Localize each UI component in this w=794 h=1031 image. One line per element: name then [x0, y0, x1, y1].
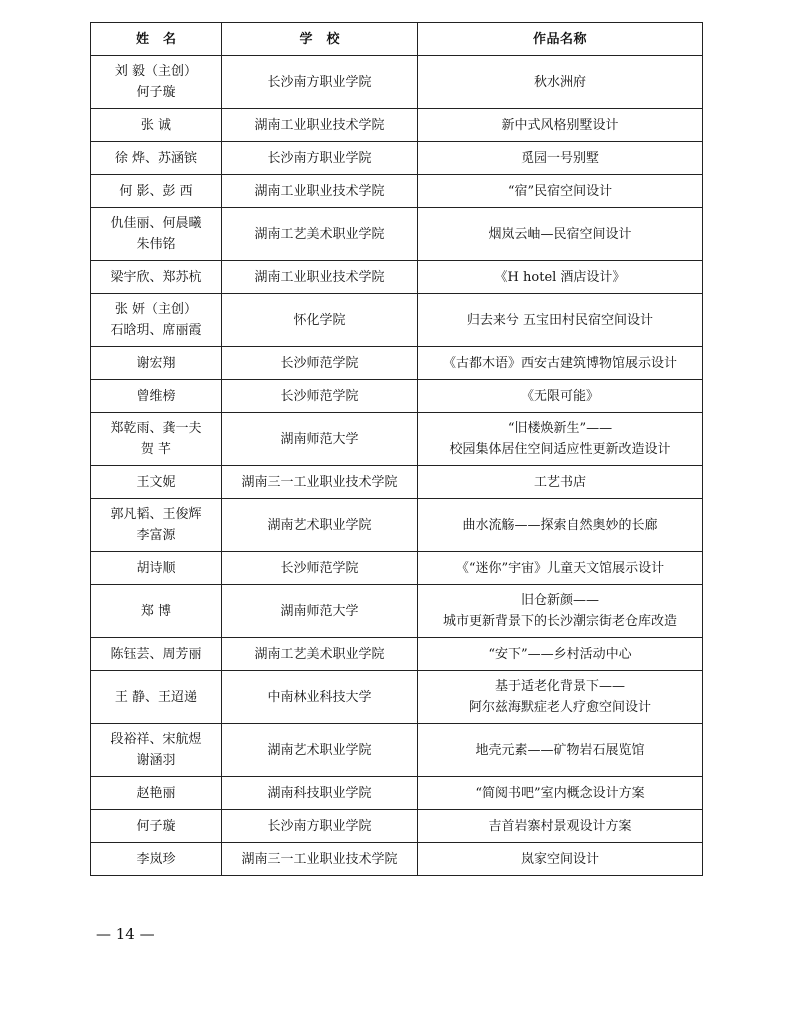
cell-name	[91, 413, 222, 466]
cell-work-line: 秋水洲府	[533, 74, 586, 90]
cell-work	[418, 638, 703, 671]
cell-school-line: 湖南工业职业技术学院	[254, 117, 385, 133]
cell-school-line: 湖南工业职业技术学院	[254, 269, 385, 285]
cell-school	[222, 466, 418, 499]
cell-school	[222, 142, 418, 175]
cell-school-line: 湖南工艺美术职业学院	[254, 646, 385, 662]
cell-school-line: 长沙南方职业学院	[267, 150, 372, 166]
cell-school	[222, 380, 418, 413]
cell-work	[418, 671, 703, 724]
cell-name-line: 谢涵羽	[136, 753, 176, 768]
cell-name	[91, 56, 222, 109]
cell-work-line: 曲水流觞——探索自然奥妙的长廊	[462, 517, 658, 533]
cell-school	[222, 499, 418, 552]
cell-school	[222, 671, 418, 724]
page-number: — 14 —	[96, 925, 155, 943]
cell-work	[418, 380, 703, 413]
cell-work	[418, 585, 703, 638]
cell-name-line: 何子璇	[136, 818, 176, 834]
cell-name	[91, 380, 222, 413]
table-row	[91, 109, 703, 142]
cell-school-line: 长沙南方职业学院	[267, 818, 372, 834]
table-row	[91, 585, 703, 638]
cell-name-line: 徐 烨、苏涵镔	[114, 150, 198, 166]
cell-name-line: 石晗玥、席丽霞	[110, 323, 202, 338]
cell-work	[418, 499, 703, 552]
cell-name	[91, 585, 222, 638]
cell-work	[418, 175, 703, 208]
cell-school	[222, 261, 418, 294]
cell-name-line: 曾维榜	[136, 388, 176, 404]
cell-work	[418, 843, 703, 876]
cell-name-line: 张 诚	[140, 117, 172, 133]
cell-work	[418, 347, 703, 380]
cell-name-line: 段裕祥、宋航煜	[110, 732, 202, 747]
cell-school-line: 湖南三一工业职业技术学院	[241, 851, 398, 867]
cell-school-line: 怀化学院	[293, 312, 346, 328]
cell-name-line: 何 影、彭 西	[119, 183, 193, 199]
cell-school	[222, 552, 418, 585]
cell-name	[91, 671, 222, 724]
cell-work-line: 觅园一号别墅	[520, 150, 599, 166]
cell-work	[418, 208, 703, 261]
header-name: 姓名	[91, 23, 222, 56]
cell-school	[222, 810, 418, 843]
table-header-row	[91, 23, 703, 56]
cell-name-line: 仇佳丽、何晨曦	[110, 216, 202, 231]
cell-school	[222, 843, 418, 876]
cell-school-line: 长沙师范学院	[280, 355, 359, 371]
cell-school	[222, 724, 418, 777]
cell-work-line: “旧楼焕新生”——	[507, 421, 613, 436]
table-row	[91, 294, 703, 347]
cell-name-line: 李岚珍	[136, 851, 176, 867]
table-row	[91, 499, 703, 552]
cell-name	[91, 724, 222, 777]
cell-work	[418, 142, 703, 175]
cell-name	[91, 109, 222, 142]
cell-name	[91, 294, 222, 347]
table-row	[91, 261, 703, 294]
cell-school	[222, 175, 418, 208]
table-body	[91, 56, 703, 876]
cell-work-line: 烟岚云岫—民宿空间设计	[488, 226, 632, 242]
cell-work-line: 校园集体居住空间适应性更新改造设计	[449, 442, 671, 457]
cell-name-line: 郑 博	[140, 603, 172, 619]
awards-table	[90, 22, 703, 876]
cell-work	[418, 810, 703, 843]
cell-work	[418, 466, 703, 499]
cell-name	[91, 843, 222, 876]
cell-work-line: 新中式风格别墅设计	[501, 117, 619, 133]
cell-school	[222, 294, 418, 347]
cell-name-line: 刘 毅（主创）	[114, 64, 198, 79]
cell-name-line: 贺 芊	[140, 442, 172, 457]
table-row	[91, 724, 703, 777]
cell-work-line: 归去来兮 五宝田村民宿空间设计	[466, 312, 654, 328]
cell-work-line: 《无限可能》	[520, 388, 599, 404]
cell-school	[222, 347, 418, 380]
cell-work-line: 基于适老化背景下——	[494, 679, 625, 694]
cell-school	[222, 638, 418, 671]
cell-school	[222, 413, 418, 466]
cell-work-line: 旧仓新颜——	[520, 593, 599, 608]
cell-work	[418, 552, 703, 585]
cell-school-line: 湖南三一工业职业技术学院	[241, 474, 398, 490]
cell-school-line: 长沙南方职业学院	[267, 74, 372, 90]
table-row	[91, 413, 703, 466]
cell-work-line: 吉首岩寨村景观设计方案	[488, 818, 632, 834]
cell-name	[91, 499, 222, 552]
cell-name-line: 郑乾雨、龚一夫	[110, 421, 202, 436]
cell-work-line: 《古都木语》西安古建筑博物馆展示设计	[442, 355, 677, 371]
cell-work-line: 《“迷你”宇宙》儿童天文馆展示设计	[455, 560, 665, 576]
cell-school-line: 湖南工业职业技术学院	[254, 183, 385, 199]
cell-name	[91, 347, 222, 380]
cell-school	[222, 777, 418, 810]
cell-work-line: “安下”——乡村活动中心	[488, 646, 632, 662]
cell-work	[418, 294, 703, 347]
cell-school-line: 湖南科技职业学院	[267, 785, 372, 801]
table-row	[91, 347, 703, 380]
cell-name-line: 张 妍（主创）	[114, 302, 198, 317]
cell-work	[418, 777, 703, 810]
cell-name	[91, 552, 222, 585]
cell-work	[418, 56, 703, 109]
cell-name-line: 陈钰芸、周芳丽	[110, 646, 202, 662]
cell-name-line: 王文妮	[136, 474, 176, 490]
cell-work-line: “宿”民宿空间设计	[507, 183, 613, 199]
table-row	[91, 142, 703, 175]
cell-work-line: 地壳元素——矿物岩石展览馆	[475, 742, 645, 758]
table-row	[91, 638, 703, 671]
cell-name-line: 何子璇	[136, 85, 176, 100]
cell-work	[418, 109, 703, 142]
cell-name-line: 朱伟铭	[136, 237, 176, 252]
cell-work	[418, 724, 703, 777]
cell-school-line: 湖南师范大学	[280, 603, 359, 619]
cell-school	[222, 585, 418, 638]
cell-school-line: 长沙师范学院	[280, 560, 359, 576]
table-row	[91, 380, 703, 413]
cell-name	[91, 638, 222, 671]
cell-name-line: 赵艳丽	[136, 785, 176, 801]
cell-name	[91, 261, 222, 294]
table-row	[91, 208, 703, 261]
cell-school	[222, 208, 418, 261]
cell-work-line: 阿尔兹海默症老人疗愈空间设计	[468, 700, 651, 715]
cell-work	[418, 413, 703, 466]
cell-name-line: 李富源	[136, 528, 176, 543]
header-school: 学校	[222, 23, 418, 56]
header-work: 作品名称	[418, 23, 703, 56]
cell-name	[91, 466, 222, 499]
table-row	[91, 777, 703, 810]
cell-work	[418, 261, 703, 294]
table-row	[91, 56, 703, 109]
cell-name	[91, 175, 222, 208]
table-row	[91, 466, 703, 499]
cell-school-line: 长沙师范学院	[280, 388, 359, 404]
cell-school-line: 湖南艺术职业学院	[267, 517, 372, 533]
cell-school-line: 湖南工艺美术职业学院	[254, 226, 385, 242]
cell-school-line: 湖南艺术职业学院	[267, 742, 372, 758]
cell-name-line: 郭凡韬、王俊辉	[110, 507, 202, 522]
cell-name	[91, 777, 222, 810]
cell-name	[91, 142, 222, 175]
cell-name-line: 谢宏翔	[136, 355, 176, 371]
cell-name-line: 胡诗顺	[136, 560, 176, 576]
cell-name	[91, 208, 222, 261]
table-row	[91, 671, 703, 724]
cell-work-line: 城市更新背景下的长沙潮宗街老仓库改造	[442, 614, 677, 629]
table-row	[91, 843, 703, 876]
table-row	[91, 552, 703, 585]
cell-work-line: 岚家空间设计	[520, 851, 599, 867]
table-row	[91, 175, 703, 208]
cell-name	[91, 810, 222, 843]
cell-school-line: 中南林业科技大学	[267, 689, 372, 705]
cell-work-line: 工艺书店	[533, 474, 586, 490]
cell-work-line: 《H hotel 酒店设计》	[494, 269, 626, 285]
cell-school-line: 湖南师范大学	[280, 431, 359, 447]
cell-name-line: 梁宇欣、郑苏杭	[110, 269, 202, 285]
cell-work-line: “简阅书吧”室内概念设计方案	[475, 785, 645, 801]
cell-school	[222, 109, 418, 142]
document-page	[90, 22, 702, 876]
cell-name-line: 王 静、王迢递	[114, 689, 198, 705]
table-row	[91, 810, 703, 843]
cell-school	[222, 56, 418, 109]
